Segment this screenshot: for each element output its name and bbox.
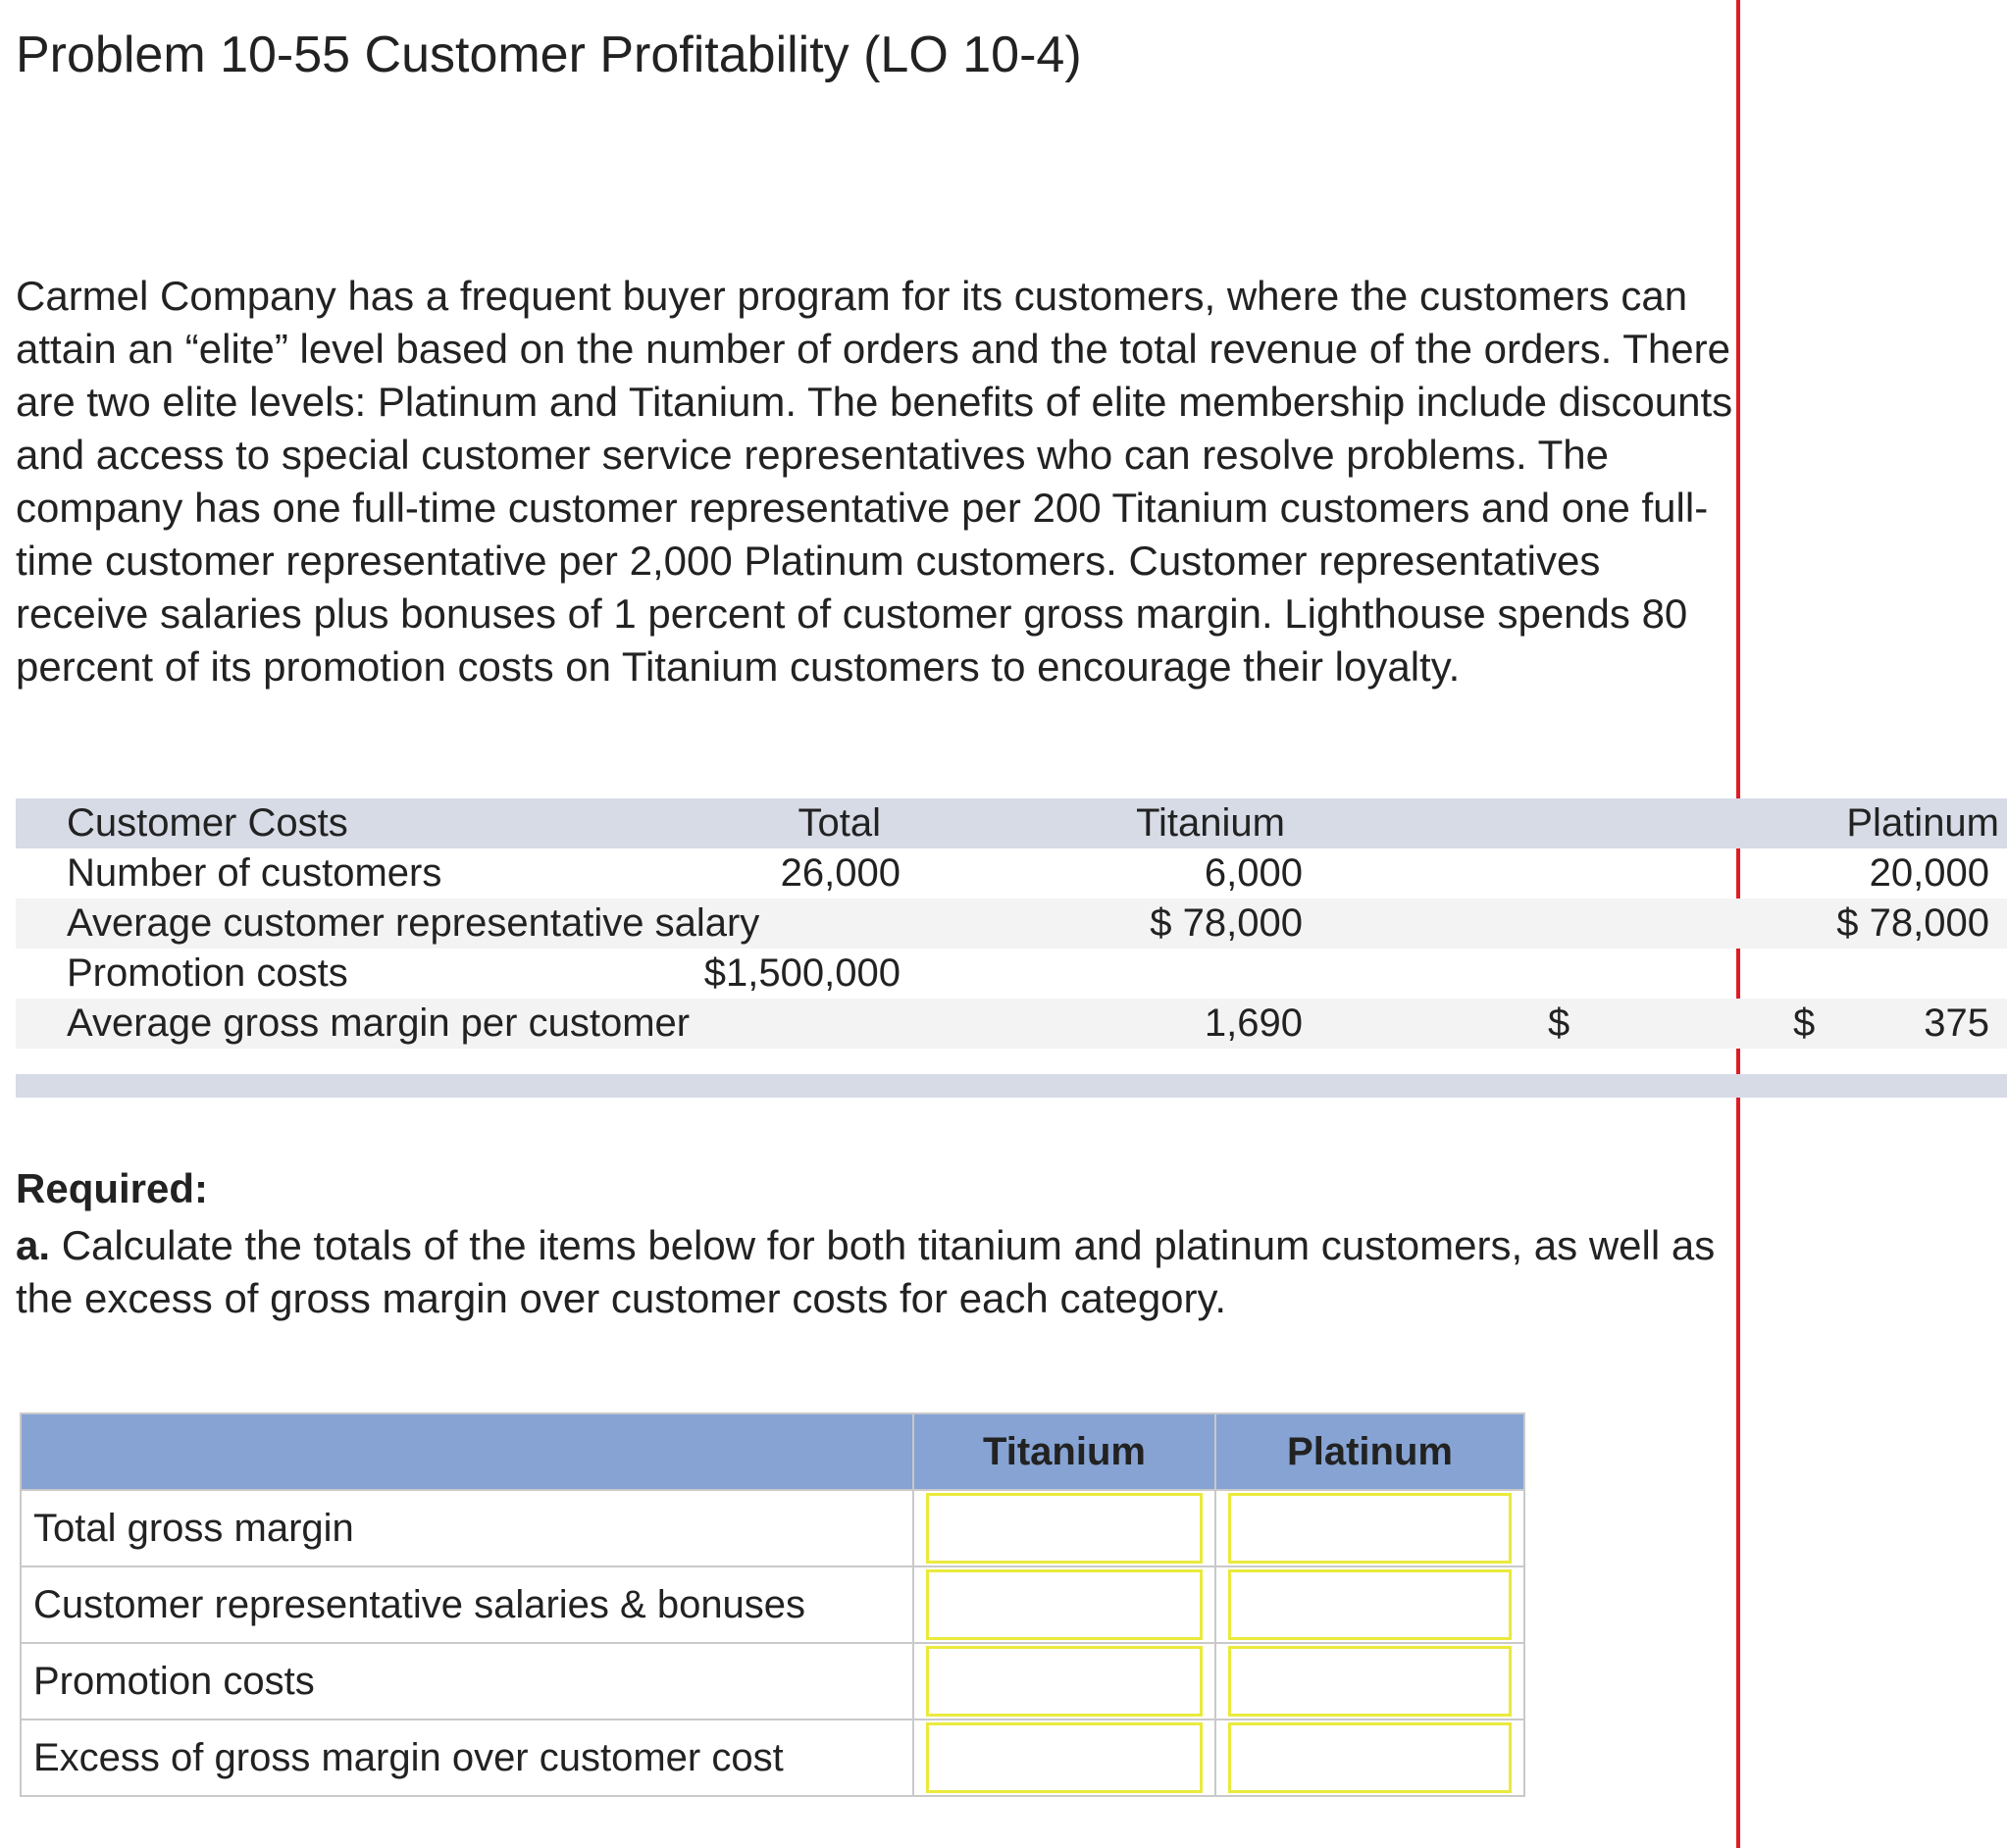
titanium-value: 6,000 bbox=[1204, 851, 1303, 895]
row-label: Promotion costs bbox=[21, 1643, 913, 1720]
table-row bbox=[16, 898, 2007, 949]
promotion-costs-titanium-input[interactable] bbox=[926, 1646, 1203, 1717]
header-platinum: Platinum bbox=[1846, 801, 1999, 845]
excess-gross-margin-platinum-input[interactable] bbox=[1228, 1722, 1512, 1793]
answer-table bbox=[20, 1412, 1525, 1797]
table-row bbox=[21, 1490, 1524, 1566]
total-value: $1,500,000 bbox=[703, 951, 901, 995]
total-gross-margin-platinum-input[interactable] bbox=[1228, 1493, 1512, 1564]
part-label: a. bbox=[16, 1222, 51, 1268]
titanium-cell bbox=[913, 1720, 1215, 1796]
row-label: Average gross margin per customer bbox=[67, 1001, 691, 1045]
table-row bbox=[16, 848, 2007, 898]
customer-costs-table bbox=[16, 798, 2007, 1098]
excess-gross-margin-titanium-input[interactable] bbox=[926, 1722, 1203, 1793]
answer-header-row bbox=[21, 1413, 1524, 1490]
promotion-costs-platinum-input[interactable] bbox=[1228, 1646, 1512, 1717]
row-label: Customer representative salaries & bonuses bbox=[21, 1566, 913, 1643]
answer-header-platinum: Platinum bbox=[1215, 1413, 1524, 1490]
row-label: Number of customers bbox=[67, 851, 442, 895]
table-row bbox=[16, 999, 2007, 1049]
rep-salaries-platinum-input[interactable] bbox=[1228, 1569, 1512, 1640]
titanium-value: $ 78,000 bbox=[1150, 901, 1303, 945]
row-label: Promotion costs bbox=[67, 951, 348, 995]
header-customer-costs: Customer Costs bbox=[67, 801, 348, 845]
problem-description: Carmel Company has a frequent buyer program for its customers, where the customers can attain an “elite” level based on the number of orders and the total revenue of the orders. There are two elite levels: Platinum and Titanium. The benefits of elite membership include discounts and access to special customer service representatives who can resolve problems. The company has one full-time customer representative per 200 Titanium customers and one full-time customer representative per 2,000 Platinum customers. Customer representatives receive salaries plus bonuses of 1 percent of customer gross margin. Lighthouse spends 80 percent of its promotion costs on Titanium customers to encourage their loyalty. bbox=[16, 273, 1733, 690]
table-row bbox=[21, 1566, 1524, 1643]
row-label: Average customer representative salary bbox=[67, 901, 760, 945]
titanium-currency-symbol: $ bbox=[1548, 1001, 1570, 1045]
titanium-cell bbox=[913, 1490, 1215, 1566]
platinum-cell bbox=[1215, 1566, 1524, 1643]
platinum-value: 20,000 bbox=[1869, 851, 1989, 895]
platinum-value: 375 bbox=[1924, 1001, 1989, 1045]
row-label: Excess of gross margin over customer cost bbox=[21, 1720, 913, 1796]
customer-costs-header-row bbox=[16, 798, 2007, 848]
table-footer-bar bbox=[16, 1074, 2007, 1098]
required-heading: Required: bbox=[16, 1165, 209, 1211]
table-row bbox=[21, 1643, 1524, 1720]
page-title: Problem 10-55 Customer Profitability (LO 10-4) bbox=[16, 26, 1082, 83]
platinum-cell bbox=[1215, 1720, 1524, 1796]
total-gross-margin-titanium-input[interactable] bbox=[926, 1493, 1203, 1564]
header-titanium: Titanium bbox=[1136, 801, 1285, 845]
platinum-value: $ 78,000 bbox=[1836, 901, 1989, 945]
titanium-cell bbox=[913, 1566, 1215, 1643]
answer-header-blank bbox=[21, 1413, 913, 1490]
header-total: Total bbox=[798, 801, 881, 845]
titanium-cell bbox=[913, 1643, 1215, 1720]
total-value: 26,000 bbox=[780, 851, 901, 895]
part-text: Calculate the totals of the items below for both titanium and platinum customers, as well as the excess of gross margin over customer costs for each category. bbox=[16, 1222, 1716, 1321]
rep-salaries-titanium-input[interactable] bbox=[926, 1569, 1203, 1640]
platinum-cell bbox=[1215, 1490, 1524, 1566]
answer-header-titanium: Titanium bbox=[913, 1413, 1215, 1490]
row-label: Total gross margin bbox=[21, 1490, 913, 1566]
titanium-value: 1,690 bbox=[1204, 1001, 1303, 1045]
required-part-a bbox=[16, 1219, 1742, 1325]
table-row bbox=[21, 1720, 1524, 1796]
platinum-currency-symbol: $ bbox=[1793, 1001, 1816, 1045]
platinum-cell bbox=[1215, 1643, 1524, 1720]
table-row bbox=[16, 949, 2007, 999]
